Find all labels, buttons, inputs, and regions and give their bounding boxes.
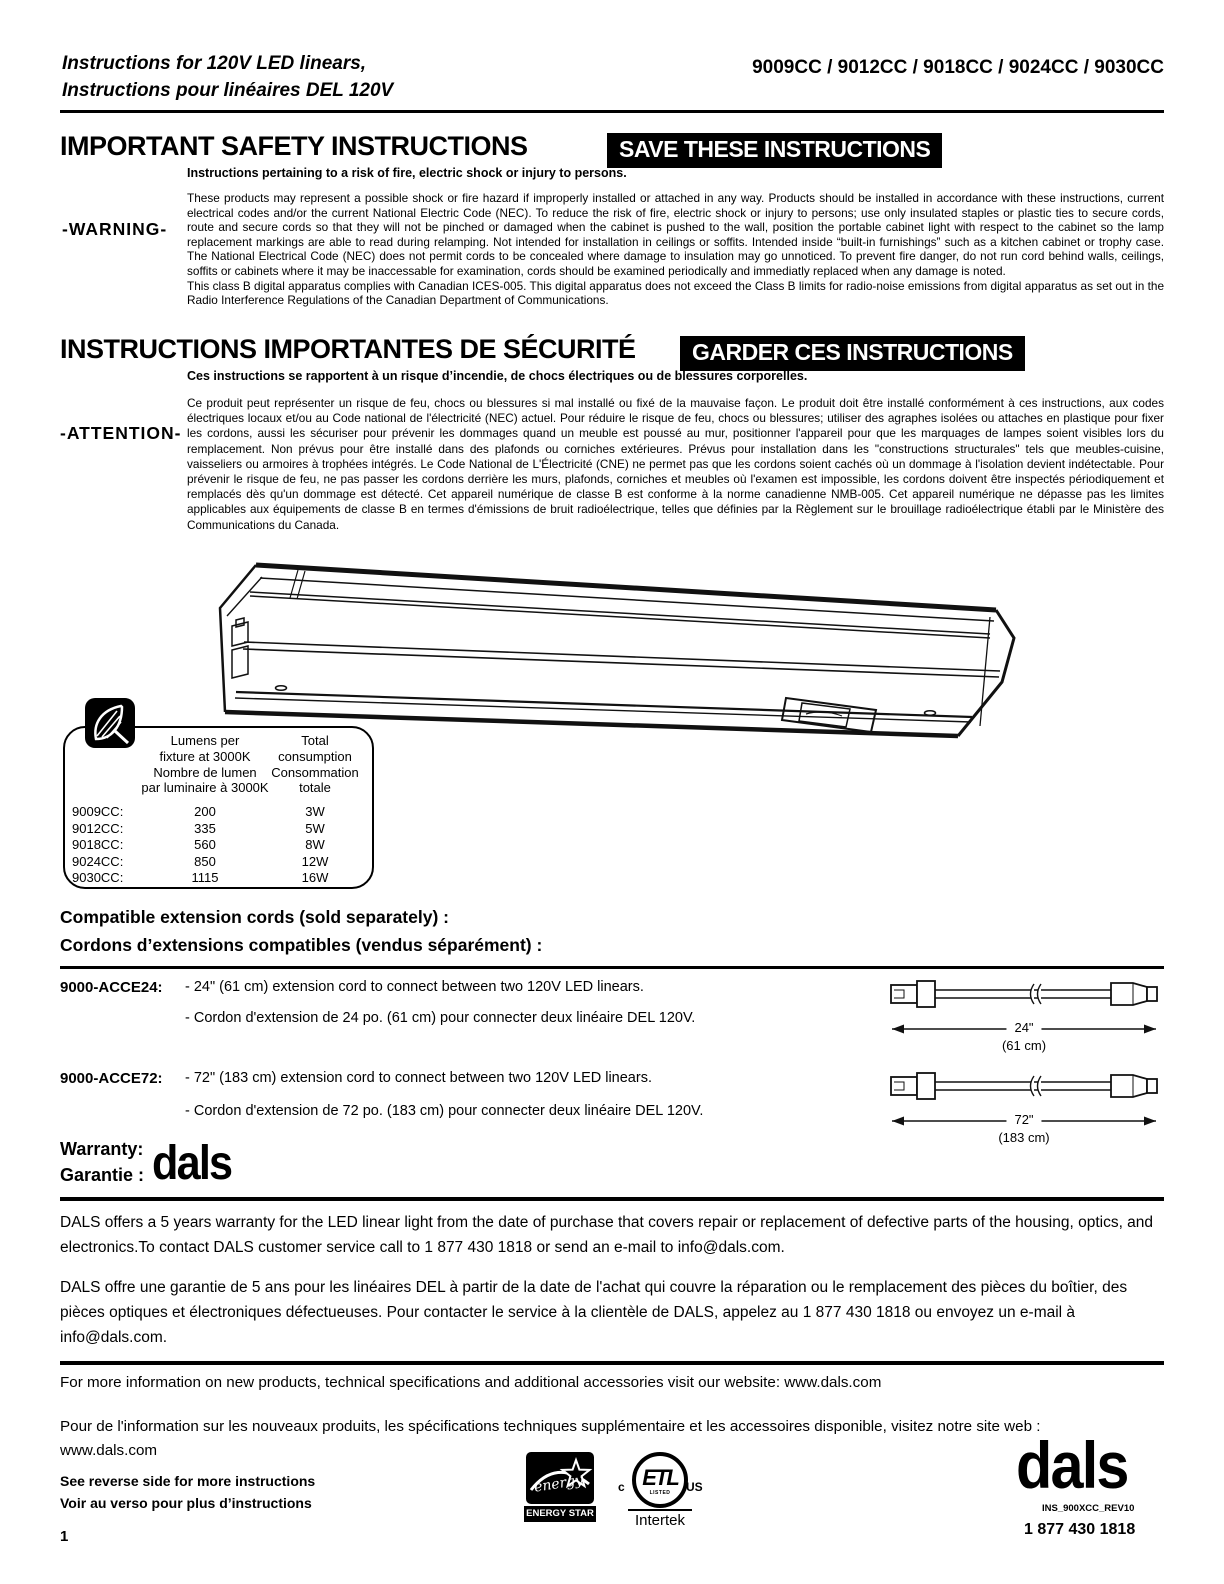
- warranty-label: [60, 1136, 144, 1188]
- header-divider: [60, 110, 1164, 113]
- dimension-inches: 24": [1006, 1020, 1041, 1035]
- more-info-fr: Pour de l'information sur les nouveaux produits, les spécifications techniques supplémentaire et les accessoires disponible, visitez notre site web :: [60, 1418, 1041, 1435]
- cord-desc-en-acce72: - 72" (183 cm) extension cord to connect between two 120V LED linears.: [185, 1070, 652, 1086]
- cord-desc-fr-acce24: - Cordon d'extension de 24 po. (61 cm) pour connecter deux linéaire DEL 120V.: [185, 1010, 696, 1026]
- warranty-paragraph-en: DALS offers a 5 years warranty for the LED linear light from the date of purchase that covers repair or replacement of defective parts of the housing, optics, and electronics.To contact DALS customer service call to 1 877 430 1818 or send an e-mail to info@dals.com.: [60, 1214, 1154, 1256]
- footer-divider: [60, 1361, 1164, 1365]
- phone-number: 1 877 430 1818: [1024, 1521, 1136, 1538]
- document-page: Instructions for 120V LED linears, Instructions pour linéaires DEL 120V 9009CC / 9012CC / 9018CC / 9024CC / 9030CC IMPORTANT SAFETY INSTRUCTIONS SAVE THESE INSTRUCTIONS Instructions pertaining to a risk of fire, electric shock or injury to persons. -WARNING- These products may represent a possible shock or fire hazard if improperly installed or attached in any way. Products should be installed in accordance with these instructions, current electrical codes and/or the current National Electric Code (NEC). To reduce the risk of fire, electric shock or injury to persons; use only insulated staples or plastic ties to secure cords, route and secure cords so that they will not be pinched or damaged when the cabinet is pushed to the wall, position the portable cabinet light with respect to the cabinet so the lamp replacement markings are able to read during relamping. Not intended for installation in ceilings or soffits. Intended inside “built-in furnishings” such as a kitchen cabinet or trophy case. The National Electrical Code (NEC) does not permit cords to be concealed where damage to insulation may go unnoticed. To prevent fire danger, do not run cord behind walls, ceilings, soffits or cabinets where it may be inaccessable for examination, cords should be examined periodically and immediatly replaced when any damage is noted. This class B digital apparatus complies with Canadian ICES-005. This digital apparatus does not exceed the Class B limits for radio-noise emissions from digital apparatus as set out in the Radio Interference Regulations of the Canadian Department of Communications. INSTRUCTIONS IMPORTANTES DE SÉCURITÉ GARDER CES INSTRUCTIONS Ces instructions se rapportent à un risque d’incendie, de chocs électriques ou de blessures corporelles. -ATTENTION- Ce produit peut représenter un risque de feu, chocs ou blessures si mal installé ou fixé de la mauvaise façon. Le produit doit être installé conformément à ces instructions, aux codes électriques locaux et/ou au Code national de l'électricité (NEC) actuel. Pour réduire le risque de feu, chocs ou blessures; utiliser des agraphes isolées ou attaches en plastique pour fixer les cordons, aussi les sécuriser pour prévenir les dommages quand un meuble est poussé au mur, positionner l'appareil pour que les marquages de lampes soient visibles lors du remplacement. Non prévus pour être installé dans des plafonds ou corniches extérieures. Prévus pour installation dans les "constructions structurales" tels que meubles-cuisine, vaisseliers ou armoires à trophées intégrés. Le Code National de L'Électricité (CNE) ne permet pas que les cordons soient cachés où un dommage à l'isolation devient indétectable. Pour prévenir le risque de feu, ne pas passer les cordons derrière les murs, plafonds, corniches et meubles où l'examen est impossible, les cordons doivent être inspectés périodiquement et remplacés dès qu'un dommage est détecté. Cet appareil numérique de classe B est conforme à la norme canadienne NMB-005. Cet appareil numérique ne dépasse pas les limites applicables aux équipements de classe B en termes d'émissions de bruit radioélectrique, telles que définies par la Règlement sur le brouillage radioélectrique établi par le Ministère des Communications du Canada. Lumens per fixture at 3000K Nombre de lumen par luminaire à 3000K Total consumption Consommation totale 9009CC: 200 3W 9012CC: 335 5W 9018CC: 560 8W 9024CC: 850 12W 9030CC: 1115 16W Compatible extension cords (sold separately) : Cordons d’extensions compatibles (vendus séparément) : 9000-ACCE24: - 24" (61 cm) extension cord to connect between two 120V LED linears. - Cordon d'extension de 24 po. (61 cm) pour connecter deux linéaire DEL 120V. 9000-ACCE72: - 72" (183 cm) extension cord to connect between two 120V LED linears. - Cordon d'extension de 72 po. (183 cm) pour connecter deux linéaire DEL 120V. 24" (61 cm) 72" (183 cm) Warranty: Garantie : dals DALS offers a 5 years warranty for the LED linear light from the date of purchase that covers repair or replacement of defective parts of the housing, optics, and electronics.To contact DALS customer service call to 1 877 430 1818 or send an e-mail to info@dals.com. DALS offre une garantie de 5 ans pour les linéaires DEL à partir de la date de l'achat qui couvre la réparation ou le remplacement des pièces du boîtier, des pièces optiques et électroniques défectueuses. Pour contacter le service à la clientèle de DALS, appelez au 1 877 430 1818 ou envoyez un e-mail à info@dals.com. For more information on new products, technical specifications and additional accessories visit our website: www.dals.com Pour de l'information sur les nouveaux produits, les spécifications techniques supplémentaire et les accessoires disponible, visitez notre site web : www.dals.com See reverse side for more instructions Voir au verso pour plus d’instructions 1 energy ENERGY STAR ETL LISTED c US Intertek dals INS_900XCC_REV10 1 877 430 1818: [0, 0, 1224, 1584]
- dimension-cm: (183 cm): [998, 1130, 1050, 1145]
- warning-para-1: These products may represent a possible shock or fire hazard if improperly installed or attached in any way. Products should be installed in accordance with these instructions, current electrical codes and/or the current National Electric Code (NEC). To reduce the risk of fire, electric shock or injury to persons; use only insulated staples or plastic ties to secure cords, route and secure cords so that they will not be pinched or damaged when the cabinet is pushed to the wall, position the portable cabinet light with respect to the cabinet so the lamp replacement markings are able to read during relamping. Not intended for installation in ceilings or soffits. Intended inside “built-in furnishings” such as a kitchen cabinet or trophy case. The National Electrical Code (NEC) does not permit cords to be concealed where damage to insulation may go unnoticed. To prevent fire danger, do not run cord behind walls, ceilings, soffits or cabinets where it may be inaccessable for examination, cords should be examined periodically and immediatly replaced when any damage is noted.: [187, 191, 1164, 278]
- lumens-col-header: Lumens per fixture at 3000K Nombre de lumen par luminaire à 3000K: [141, 733, 269, 796]
- warranty-divider: [60, 1197, 1164, 1201]
- warranty-label-en: Warranty:: [60, 1139, 144, 1159]
- etl-icon: ETL LISTED c US Intertek: [616, 1450, 716, 1530]
- cable-drawing: [888, 974, 1160, 1014]
- warning-paragraph-en: [187, 191, 1164, 308]
- warning-para-2: This class B digital apparatus complies with Canadian ICES-005. This digital apparatus does not exceed the Class B limits for radio-noise emissions from digital apparatus as set out in the Radio Interference Regulations of the Canadian Department of Communications.: [187, 278, 1164, 308]
- cord-desc-en-acce24: - 24" (61 cm) extension cord to connect between two 120V LED linears.: [185, 979, 644, 995]
- dimension-72: [888, 1113, 1160, 1129]
- title-line-fr: Instructions pour linéaires DEL 120V: [62, 80, 394, 101]
- cords-heading: [60, 903, 542, 959]
- cords-heading-fr: Cordons d’extensions compatibles (vendus séparément) :: [60, 935, 543, 955]
- etl-circle: ETL LISTED: [632, 1452, 688, 1508]
- led-fixture-illustration: [210, 550, 1030, 750]
- revision-label: INS_900XCC_REV10: [1042, 1503, 1135, 1514]
- safety-subheading-en: Instructions pertaining to a risk of fire, electric shock or injury to persons.: [187, 166, 627, 180]
- warning-paragraph-fr: Ce produit peut représenter un risque de feu, chocs ou blessures si mal installé ou fixé de la mauvaise façon. Le produit doit être installé conformément à ces instructions, aux codes électriques locaux et/ou au Code national de l'électricité (NEC) actuel. Pour réduire le risque de feu, chocs ou blessures; utiliser des agraphes isolées ou attaches en plastique pour fixer les cordons, aussi les sécuriser pour prévenir les dommages quand un meuble est poussé au mur, positionner l'appareil pour que les marquages de lampes soient visibles lors du remplacement. Non prévus pour être installé dans des plafonds ou corniches extérieures. Prévus pour installation dans les "constructions structurales" tels que meubles-cuisine, vaisseliers ou armoires à trophées intégrés. Le Code National de L'Électricité (CNE) ne permet pas que les cordons soient cachés où un dommage à l'isolation devient indétectable. Pour prévenir le risque de feu, ne pas passer les cordons derrière les murs, plafonds, corniches et meubles où l'examen est impossible, les cordons doivent être inspectés périodiquement et remplacés dès qu'un dommage est détecté. Cet appareil numérique de classe B est conforme à la norme canadienne NMB-005. Cet appareil numérique ne dépasse pas les limites applicables aux équipements de classe B en termes d'émissions de bruit radioélectrique, telles que définies par la Règlement sur le brouillage radioélectrique établi par le Ministère des Communications du Canada.: [187, 396, 1164, 532]
- safety-heading-fr: INSTRUCTIONS IMPORTANTES DE SÉCURITÉ: [60, 334, 636, 364]
- cord-diagram-24: [888, 974, 1160, 1053]
- reverse-note-fr: Voir au verso pour plus d’instructions: [60, 1495, 312, 1511]
- more-info-en: For more information on new products, technical specifications and additional accessories visit our website: www.dals.com: [60, 1374, 882, 1391]
- more-info-fr-url: www.dals.com: [60, 1442, 158, 1459]
- energy-star-icon: [526, 1452, 594, 1504]
- intertek-label: Intertek: [634, 1512, 686, 1529]
- dals-logo: dals: [152, 1137, 232, 1190]
- cords-heading-en: Compatible extension cords (sold separately) :: [60, 907, 449, 927]
- cord-code-acce72: 9000-ACCE72:: [60, 1070, 163, 1087]
- energy-script-text: energy: [533, 1472, 585, 1496]
- dimension-inches: 72": [1006, 1112, 1041, 1127]
- save-instructions-badge: SAVE THESE INSTRUCTIONS: [607, 133, 942, 168]
- safety-subheading-fr: Ces instructions se rapportent à un risque d’incendie, de chocs électriques ou de blessures corporelles.: [187, 369, 808, 383]
- model-numbers: 9009CC / 9012CC / 9018CC / 9024CC / 9030CC: [752, 57, 1164, 78]
- cord-desc-fr-acce72: - Cordon d'extension de 72 po. (183 cm) pour connecter deux linéaire DEL 120V.: [185, 1103, 704, 1119]
- cord-diagram-72: [888, 1066, 1160, 1145]
- product-drawing: [210, 550, 1030, 750]
- garder-instructions-badge: GARDER CES INSTRUCTIONS: [680, 336, 1025, 371]
- dimension-cm: (61 cm): [1001, 1038, 1047, 1053]
- cords-divider: [60, 966, 1164, 969]
- warning-label: -WARNING-: [62, 219, 168, 239]
- warranty-paragraph-fr: DALS offre une garantie de 5 ans pour les linéaires DEL à partir de la date de l'achat qui couvre la réparation ou le remplacement des pièces du boîtier, des pièces optiques et électroniques défectueuses. Pour contacter le service à la clientèle de DALS, appelez au 1 877 430 1818 ou envoyez un e-mail à info@dals.com.: [60, 1279, 1128, 1346]
- reverse-side-note: [60, 1470, 315, 1514]
- dals-logo-footer: dals: [1016, 1428, 1128, 1502]
- reverse-note-en: See reverse side for more instructions: [60, 1473, 316, 1489]
- safety-heading-en: IMPORTANT SAFETY INSTRUCTIONS: [60, 131, 528, 161]
- dimension-24: [888, 1021, 1160, 1037]
- attention-label: -ATTENTION-: [60, 423, 182, 443]
- warranty-label-fr: Garantie :: [60, 1165, 145, 1185]
- page-number: 1: [60, 1528, 69, 1545]
- cable-drawing: [888, 1066, 1160, 1106]
- energy-star-label: ENERGY STAR: [524, 1506, 596, 1522]
- consumption-col-header: Total consumption Consommation totale: [271, 733, 359, 796]
- cord-code-acce24: 9000-ACCE24:: [60, 979, 163, 996]
- title-line-en: Instructions for 120V LED linears,: [62, 53, 367, 74]
